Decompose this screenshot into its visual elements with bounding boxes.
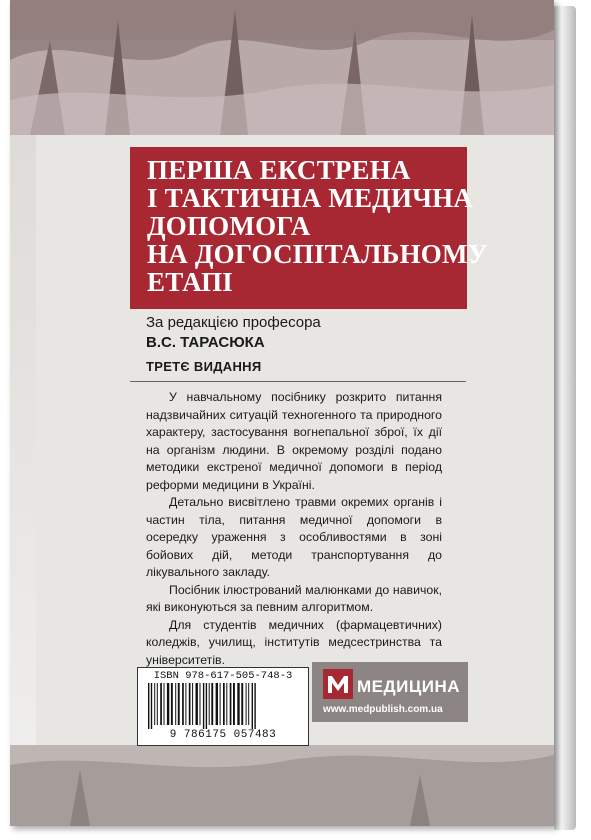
title-line: НА ДОГОСПІТАЛЬНОМУ	[147, 239, 488, 269]
book-back-cover	[10, 0, 554, 826]
barcode-digits: 9 786175 057483	[169, 729, 277, 741]
barcode-bar	[171, 683, 173, 725]
barcode-bar	[164, 683, 165, 725]
annotation-paragraph: Детально висвітлено травми окремих органів і частин тіла, питання медичної допомоги в осередку ураження з особливостями в зоні бойових дій, методи транспортування до лікувального закладу.	[146, 495, 442, 579]
barcode-bar	[157, 683, 158, 725]
barcode-bar	[151, 683, 152, 729]
barcode-bar	[226, 683, 227, 725]
cover-photo-bottom	[10, 745, 554, 826]
publisher-url: www.medpublish.com.ua	[323, 704, 443, 715]
book-title	[130, 147, 488, 297]
barcode-bar	[254, 683, 255, 729]
barcode-bar	[241, 683, 243, 725]
editor-label: За редакцією професора	[146, 314, 321, 331]
title-line: ЕТАПІ	[147, 267, 234, 297]
title-line: І ТАКТИЧНА МЕДИЧНА	[147, 183, 474, 213]
publisher-block	[323, 669, 463, 719]
title-band	[130, 147, 488, 309]
barcode-bar	[220, 683, 221, 725]
barcode-bar	[209, 683, 210, 725]
barcode-bar	[192, 683, 193, 725]
barcode-bar	[216, 683, 218, 725]
barcode-bar	[246, 683, 247, 725]
barcode-bar	[223, 683, 225, 725]
title-line: ПЕРША ЕКСТРЕНА	[147, 155, 411, 185]
annotation-paragraph: Для студентів медичних (фармацевтичних) коледжів, училищ, інститутів медсестринства та університетів.	[146, 617, 442, 667]
title-line: ДОПОМОГА	[147, 211, 311, 241]
separator-line	[130, 381, 466, 382]
barcode-bar	[252, 683, 253, 729]
barcode-bars	[146, 683, 300, 729]
barcode-bar	[178, 683, 180, 725]
barcode-bar	[237, 683, 239, 725]
edition-label: ТРЕТЄ ВИДАННЯ	[146, 359, 262, 374]
barcode-bar	[189, 683, 191, 725]
annotation-paragraph: Посібник ілюстрований малюнками до навичок, які виконуються за певним алгоритмом.	[146, 582, 442, 614]
annotation-text	[146, 389, 442, 669]
barcode-bar	[185, 683, 186, 725]
publisher-name: МЕДИЦИНА	[357, 677, 461, 696]
editor-name: В.С. ТАРАСЮКА	[146, 334, 265, 351]
barcode-bar	[154, 683, 155, 725]
barcode-bar	[206, 683, 207, 729]
barcode-bar	[148, 683, 149, 729]
book-spine-edge	[554, 6, 576, 830]
barcode-bar	[230, 683, 232, 725]
barcode-bar	[211, 683, 213, 725]
cover-side-strip	[10, 135, 36, 745]
barcode-bar	[175, 683, 176, 725]
barcode-bar	[196, 683, 198, 725]
medytsyna-logo-icon	[323, 669, 353, 699]
cover-photo-top	[10, 0, 554, 135]
isbn-barcode	[137, 667, 309, 746]
barcode-bar	[160, 683, 162, 725]
barcode-bar	[200, 683, 201, 725]
annotation-paragraph: У навчальному посібнику розкрито питання надзвичайних ситуацій техногенного та природного характеру, застосування вогнепальної зброї, їх дії на організм людини. В окремому розділі подано методики екстреної медичної допомоги в період реформи медицини в Україні.	[146, 390, 442, 492]
editor-block	[146, 313, 446, 353]
barcode-bar	[248, 683, 249, 725]
barcode-bar	[203, 683, 204, 729]
isbn-number: ISBN 978-617-505-748-3	[153, 670, 293, 682]
barcode-bar	[167, 683, 169, 725]
barcode-bar	[233, 683, 235, 725]
barcode-bar	[182, 683, 184, 725]
